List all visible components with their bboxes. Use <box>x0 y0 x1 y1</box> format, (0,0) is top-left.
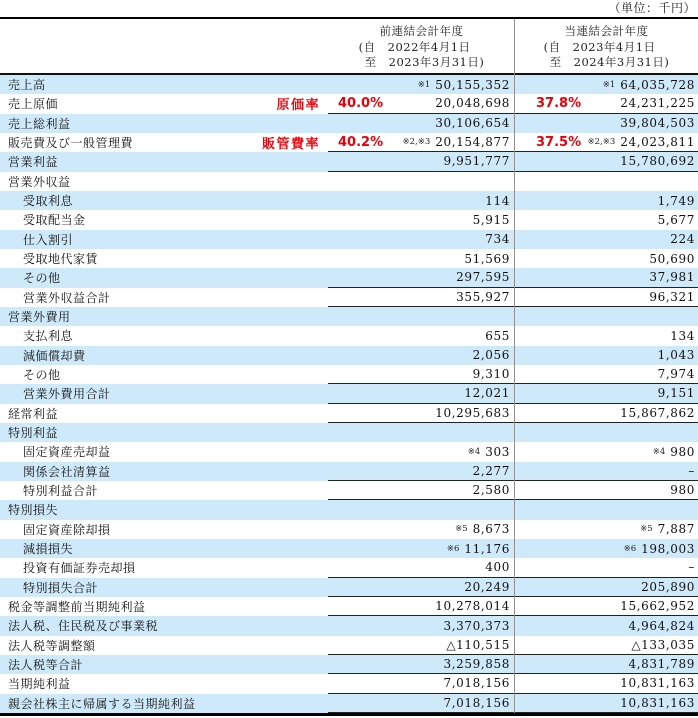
period-from: (自 2022年4月1日 <box>358 39 471 54</box>
row-label: 固定資産売却益 <box>23 445 111 460</box>
table-row <box>0 133 698 152</box>
ratio-annotation-value: 37.8% <box>536 95 582 111</box>
amount-value: 50,690 <box>649 251 695 266</box>
row-label-cell <box>0 539 328 558</box>
amount-current-year-cell <box>515 307 698 326</box>
amount-current-year-cell <box>515 94 698 113</box>
row-label: 法人税等合計 <box>8 658 84 672</box>
amount-value: 2,277 <box>472 463 510 478</box>
amount-current-year-cell <box>515 75 698 94</box>
row-label: 法人税、住民税及び事業税 <box>8 619 159 634</box>
row-label-cell <box>0 442 328 461</box>
row-label-cell <box>0 655 328 674</box>
amount-prior-year-cell <box>328 462 515 481</box>
amount-current-year-cell <box>515 268 698 287</box>
amount-prior-year-cell <box>328 326 515 345</box>
amount-value: 1,043 <box>657 348 695 363</box>
row-label-cell <box>0 230 328 249</box>
row-label-cell <box>0 191 328 210</box>
column-divider-line <box>514 19 515 713</box>
row-label: 固定資産除却損 <box>23 522 111 537</box>
footnote-mark: ※1 <box>417 79 431 90</box>
amount-current-year-cell <box>515 597 698 616</box>
row-label: 売上総利益 <box>8 116 71 131</box>
amount-value: 20,249 <box>464 579 510 594</box>
table-row <box>0 288 698 307</box>
amount-current-year-cell <box>515 539 698 558</box>
amount-value: 51,569 <box>464 251 510 266</box>
footnote-mark: ※6 <box>446 543 460 554</box>
amount-value: 134 <box>670 328 695 343</box>
amount-current-year-cell <box>515 462 698 481</box>
row-label: 投資有価証券売却損 <box>23 561 136 576</box>
row-label: 受取地代家賃 <box>23 252 99 267</box>
row-label-cell <box>0 288 328 307</box>
row-label: 税金等調整前当期純利益 <box>8 600 146 615</box>
table-row <box>0 191 698 210</box>
amount-value: 10,278,014 <box>435 599 510 614</box>
table-row <box>0 210 698 229</box>
row-label-cell <box>0 404 328 423</box>
row-label: 営業利益 <box>8 155 59 170</box>
table-row <box>0 462 698 481</box>
row-label: 営業外費用合計 <box>23 387 111 402</box>
amount-value: 7,018,156 <box>443 695 510 710</box>
amount-value: 11,176 <box>464 541 510 556</box>
amount-current-year-cell <box>515 365 698 384</box>
row-label: 売上原価 <box>8 97 59 112</box>
table-row <box>0 481 698 500</box>
ratio-annotation-value: 40.0% <box>338 95 384 111</box>
amount-prior-year-cell <box>328 268 515 287</box>
row-label-cell <box>0 423 328 442</box>
amount-value: 297,595 <box>456 270 510 285</box>
ratio-annotation-label: 販管費率 <box>261 137 320 153</box>
amount-value: 2,056 <box>472 348 510 363</box>
amount-prior-year-cell <box>328 578 515 597</box>
row-label: 特別損失 <box>8 503 59 518</box>
amount-prior-year-cell <box>328 655 515 674</box>
period-to: 至 2024年3月31日) <box>549 55 670 69</box>
amount-value: 15,662,952 <box>620 599 695 614</box>
row-label-cell <box>0 75 328 94</box>
row-label: 経常利益 <box>8 406 59 421</box>
table-row <box>0 326 698 345</box>
row-label-cell <box>0 365 328 384</box>
period-to: 至 2023年3月31日) <box>364 55 485 69</box>
amount-value: 1,749 <box>657 193 695 208</box>
row-label-cell <box>0 384 328 403</box>
row-label-cell <box>0 462 328 481</box>
table-row <box>0 423 698 442</box>
column-period <box>359 40 485 71</box>
amount-value: △110,515 <box>446 637 510 652</box>
table-header-row <box>0 19 698 75</box>
amount-current-year-cell <box>515 655 698 674</box>
amount-value: 734 <box>485 232 510 247</box>
amount-current-year-cell <box>515 326 698 345</box>
table-row <box>0 249 698 268</box>
table-row <box>0 268 698 287</box>
amount-current-year-cell <box>515 172 698 191</box>
amount-value: 655 <box>485 328 510 343</box>
row-label: 特別利益 <box>8 426 59 441</box>
row-label-cell <box>0 114 328 133</box>
amount-prior-year-cell <box>328 346 515 365</box>
amount-value: 2,580 <box>472 483 510 498</box>
amount-prior-year-cell <box>328 636 515 655</box>
row-label-cell <box>0 172 328 191</box>
amount-value: – <box>688 463 695 478</box>
amount-prior-year-cell <box>328 500 515 519</box>
row-label-cell <box>0 578 328 597</box>
row-label-cell <box>0 520 328 539</box>
amount-value: 15,867,862 <box>620 405 695 420</box>
amount-value: 12,021 <box>464 386 510 401</box>
row-label: 売上高 <box>8 78 46 93</box>
amount-value: 7,018,156 <box>443 676 510 691</box>
amount-value: 96,321 <box>649 289 695 304</box>
amount-value: 400 <box>485 560 510 575</box>
row-label: 営業外収益合計 <box>23 290 111 305</box>
table-row <box>0 500 698 519</box>
amount-prior-year-cell <box>328 75 515 94</box>
amount-value: 303 <box>485 444 510 459</box>
amount-current-year-cell <box>515 210 698 229</box>
amount-value: – <box>688 560 695 575</box>
table-row <box>0 307 698 326</box>
amount-prior-year-cell <box>328 442 515 461</box>
amount-value: 4,831,789 <box>628 657 695 671</box>
amount-value: 224 <box>670 232 695 247</box>
amount-value: 8,673 <box>472 522 510 537</box>
amount-current-year-cell <box>515 442 698 461</box>
row-label-cell <box>0 346 328 365</box>
table-row <box>0 539 698 558</box>
amount-value: 980 <box>670 483 695 498</box>
amount-current-year-cell <box>515 636 698 655</box>
row-label: 受取利息 <box>23 194 74 209</box>
column-header-prior-year <box>328 19 515 73</box>
amount-value: 7,887 <box>657 522 695 537</box>
row-label: 販売費及び一般管理費 <box>8 136 134 151</box>
table-row <box>0 694 698 713</box>
row-label-cell <box>0 694 328 713</box>
amount-current-year-cell <box>515 616 698 635</box>
amount-current-year-cell <box>515 346 698 365</box>
row-label-cell <box>0 481 328 500</box>
table-row <box>0 230 698 249</box>
amount-prior-year-cell <box>328 384 515 403</box>
amount-prior-year-cell <box>328 152 515 171</box>
amount-value: 198,003 <box>641 541 695 556</box>
table-row <box>0 94 698 113</box>
amount-current-year-cell <box>515 423 698 442</box>
amount-value: 355,927 <box>456 289 510 304</box>
row-label-cell <box>0 307 328 326</box>
table-row <box>0 674 698 693</box>
amount-value: 9,151 <box>657 386 695 401</box>
row-label-cell <box>0 210 328 229</box>
amount-current-year-cell <box>515 520 698 539</box>
row-label-cell <box>0 500 328 519</box>
amount-current-year-cell <box>515 288 698 307</box>
amount-prior-year-cell <box>328 210 515 229</box>
amount-current-year-cell <box>515 674 698 693</box>
amount-prior-year-cell <box>328 558 515 577</box>
table-row <box>0 114 698 133</box>
amount-value: 15,780,692 <box>620 154 695 169</box>
amount-current-year-cell <box>515 558 698 577</box>
row-label-cell <box>0 249 328 268</box>
amount-value: 10,831,163 <box>620 695 695 710</box>
row-label: 関係会社清算益 <box>23 464 111 479</box>
footnote-mark: ※5 <box>640 524 653 535</box>
amount-prior-year-cell <box>328 539 515 558</box>
footnote-mark: ※6 <box>623 543 637 554</box>
amount-value: 10,295,683 <box>435 405 510 420</box>
row-label: 特別損失合計 <box>23 580 99 595</box>
row-label: 営業外収益 <box>8 174 71 189</box>
amount-prior-year-cell <box>328 230 515 249</box>
amount-value: 980 <box>670 444 695 459</box>
row-label: 当期純利益 <box>8 677 71 692</box>
amount-value: 20,154,877 <box>435 135 510 150</box>
row-label-cell <box>0 616 328 635</box>
table-row <box>0 597 698 616</box>
column-period <box>544 40 670 71</box>
row-label: 受取配当金 <box>23 213 86 228</box>
column-title: 当連結会計年度 <box>564 24 649 38</box>
amount-current-year-cell <box>515 114 698 133</box>
column-title: 前連結会計年度 <box>379 24 464 38</box>
table-row <box>0 442 698 461</box>
amount-prior-year-cell <box>328 249 515 268</box>
table-row <box>0 346 698 365</box>
table-row <box>0 616 698 635</box>
amount-value: 114 <box>485 193 510 208</box>
footnote-mark: ※2,※3 <box>402 137 431 148</box>
ratio-annotation-label: 原価率 <box>276 98 320 114</box>
amount-value: △133,035 <box>631 637 695 652</box>
amount-current-year-cell <box>515 404 698 423</box>
row-label: 減損損失 <box>23 542 74 557</box>
footnote-mark: ※5 <box>455 524 468 535</box>
row-label: その他 <box>23 271 61 286</box>
amount-prior-year-cell <box>328 481 515 500</box>
row-label-cell <box>0 326 328 345</box>
table-body <box>0 75 698 713</box>
amount-value: 5,677 <box>657 212 695 227</box>
table-row <box>0 172 698 191</box>
amount-value: 10,831,163 <box>620 676 695 691</box>
ratio-annotation-value: 40.2% <box>338 134 384 150</box>
table-row <box>0 384 698 403</box>
units-label: （単位：千円） <box>608 1 696 15</box>
amount-prior-year-cell <box>328 597 515 616</box>
amount-current-year-cell <box>515 694 698 713</box>
amount-value: 24,023,811 <box>620 135 695 150</box>
income-statement-table <box>0 17 698 716</box>
amount-prior-year-cell <box>328 307 515 326</box>
amount-value: 39,804,503 <box>620 116 695 131</box>
amount-value: 9,310 <box>472 367 510 382</box>
table-row <box>0 152 698 171</box>
amount-current-year-cell <box>515 481 698 500</box>
amount-value: 50,155,352 <box>435 77 510 92</box>
row-label-cell <box>0 674 328 693</box>
row-label-cell <box>0 94 328 113</box>
row-label: 仕入割引 <box>23 232 74 247</box>
amount-prior-year-cell <box>328 694 515 713</box>
row-label: 法人税等調整額 <box>8 638 96 653</box>
row-label-cell <box>0 268 328 287</box>
amount-current-year-cell <box>515 578 698 597</box>
amount-current-year-cell <box>515 152 698 171</box>
row-label: 親会社株主に帰属する当期純利益 <box>8 696 196 711</box>
footnote-mark: ※4 <box>467 446 481 457</box>
table-row <box>0 404 698 423</box>
row-label-cell <box>0 133 328 152</box>
amount-prior-year-cell <box>328 674 515 693</box>
amount-current-year-cell <box>515 384 698 403</box>
amount-value: 3,370,373 <box>443 618 510 633</box>
amount-prior-year-cell <box>328 288 515 307</box>
amount-prior-year-cell <box>328 133 515 152</box>
column-header-current-year <box>515 19 698 73</box>
footnote-mark: ※1 <box>602 79 616 90</box>
row-label: 減価償却費 <box>23 348 86 363</box>
table-row <box>0 578 698 597</box>
ratio-annotation-value: 37.5% <box>536 134 582 150</box>
amount-value: 64,035,728 <box>620 77 695 92</box>
amount-current-year-cell <box>515 191 698 210</box>
row-label: その他 <box>23 368 61 383</box>
row-label-cell <box>0 152 328 171</box>
table-row <box>0 75 698 94</box>
amount-prior-year-cell <box>328 365 515 384</box>
amount-prior-year-cell <box>328 404 515 423</box>
amount-value: 4,964,824 <box>628 618 695 633</box>
period-from: (自 2023年4月1日 <box>543 39 656 54</box>
row-label-cell <box>0 636 328 655</box>
amount-prior-year-cell <box>328 114 515 133</box>
row-label-cell <box>0 558 328 577</box>
table-row <box>0 636 698 655</box>
row-label-cell <box>0 597 328 616</box>
amount-value: 30,106,654 <box>435 116 510 131</box>
table-row <box>0 558 698 577</box>
amount-current-year-cell <box>515 230 698 249</box>
amount-prior-year-cell <box>328 423 515 442</box>
amount-current-year-cell <box>515 133 698 152</box>
amount-prior-year-cell <box>328 520 515 539</box>
row-label: 特別利益合計 <box>23 484 99 499</box>
header-label-spacer <box>0 19 328 73</box>
row-label: 支払利息 <box>23 329 74 344</box>
amount-prior-year-cell <box>328 172 515 191</box>
row-label: 営業外費用 <box>8 310 71 325</box>
amount-prior-year-cell <box>328 191 515 210</box>
amount-prior-year-cell <box>328 94 515 113</box>
table-row <box>0 655 698 674</box>
table-row <box>0 520 698 539</box>
amount-value: 3,259,858 <box>443 657 510 671</box>
footnote-mark: ※2,※3 <box>587 137 616 148</box>
amount-value: 7,974 <box>657 367 695 382</box>
amount-value: 9,951,777 <box>443 154 510 169</box>
footnote-mark: ※4 <box>652 446 666 457</box>
amount-value: 5,915 <box>472 212 510 227</box>
amount-value: 24,231,225 <box>620 96 695 111</box>
table-row <box>0 365 698 384</box>
amount-current-year-cell <box>515 249 698 268</box>
amount-current-year-cell <box>515 500 698 519</box>
amount-value: 37,981 <box>649 270 695 285</box>
amount-value: 205,890 <box>641 579 695 594</box>
amount-prior-year-cell <box>328 616 515 635</box>
amount-value: 20,048,698 <box>435 96 510 111</box>
